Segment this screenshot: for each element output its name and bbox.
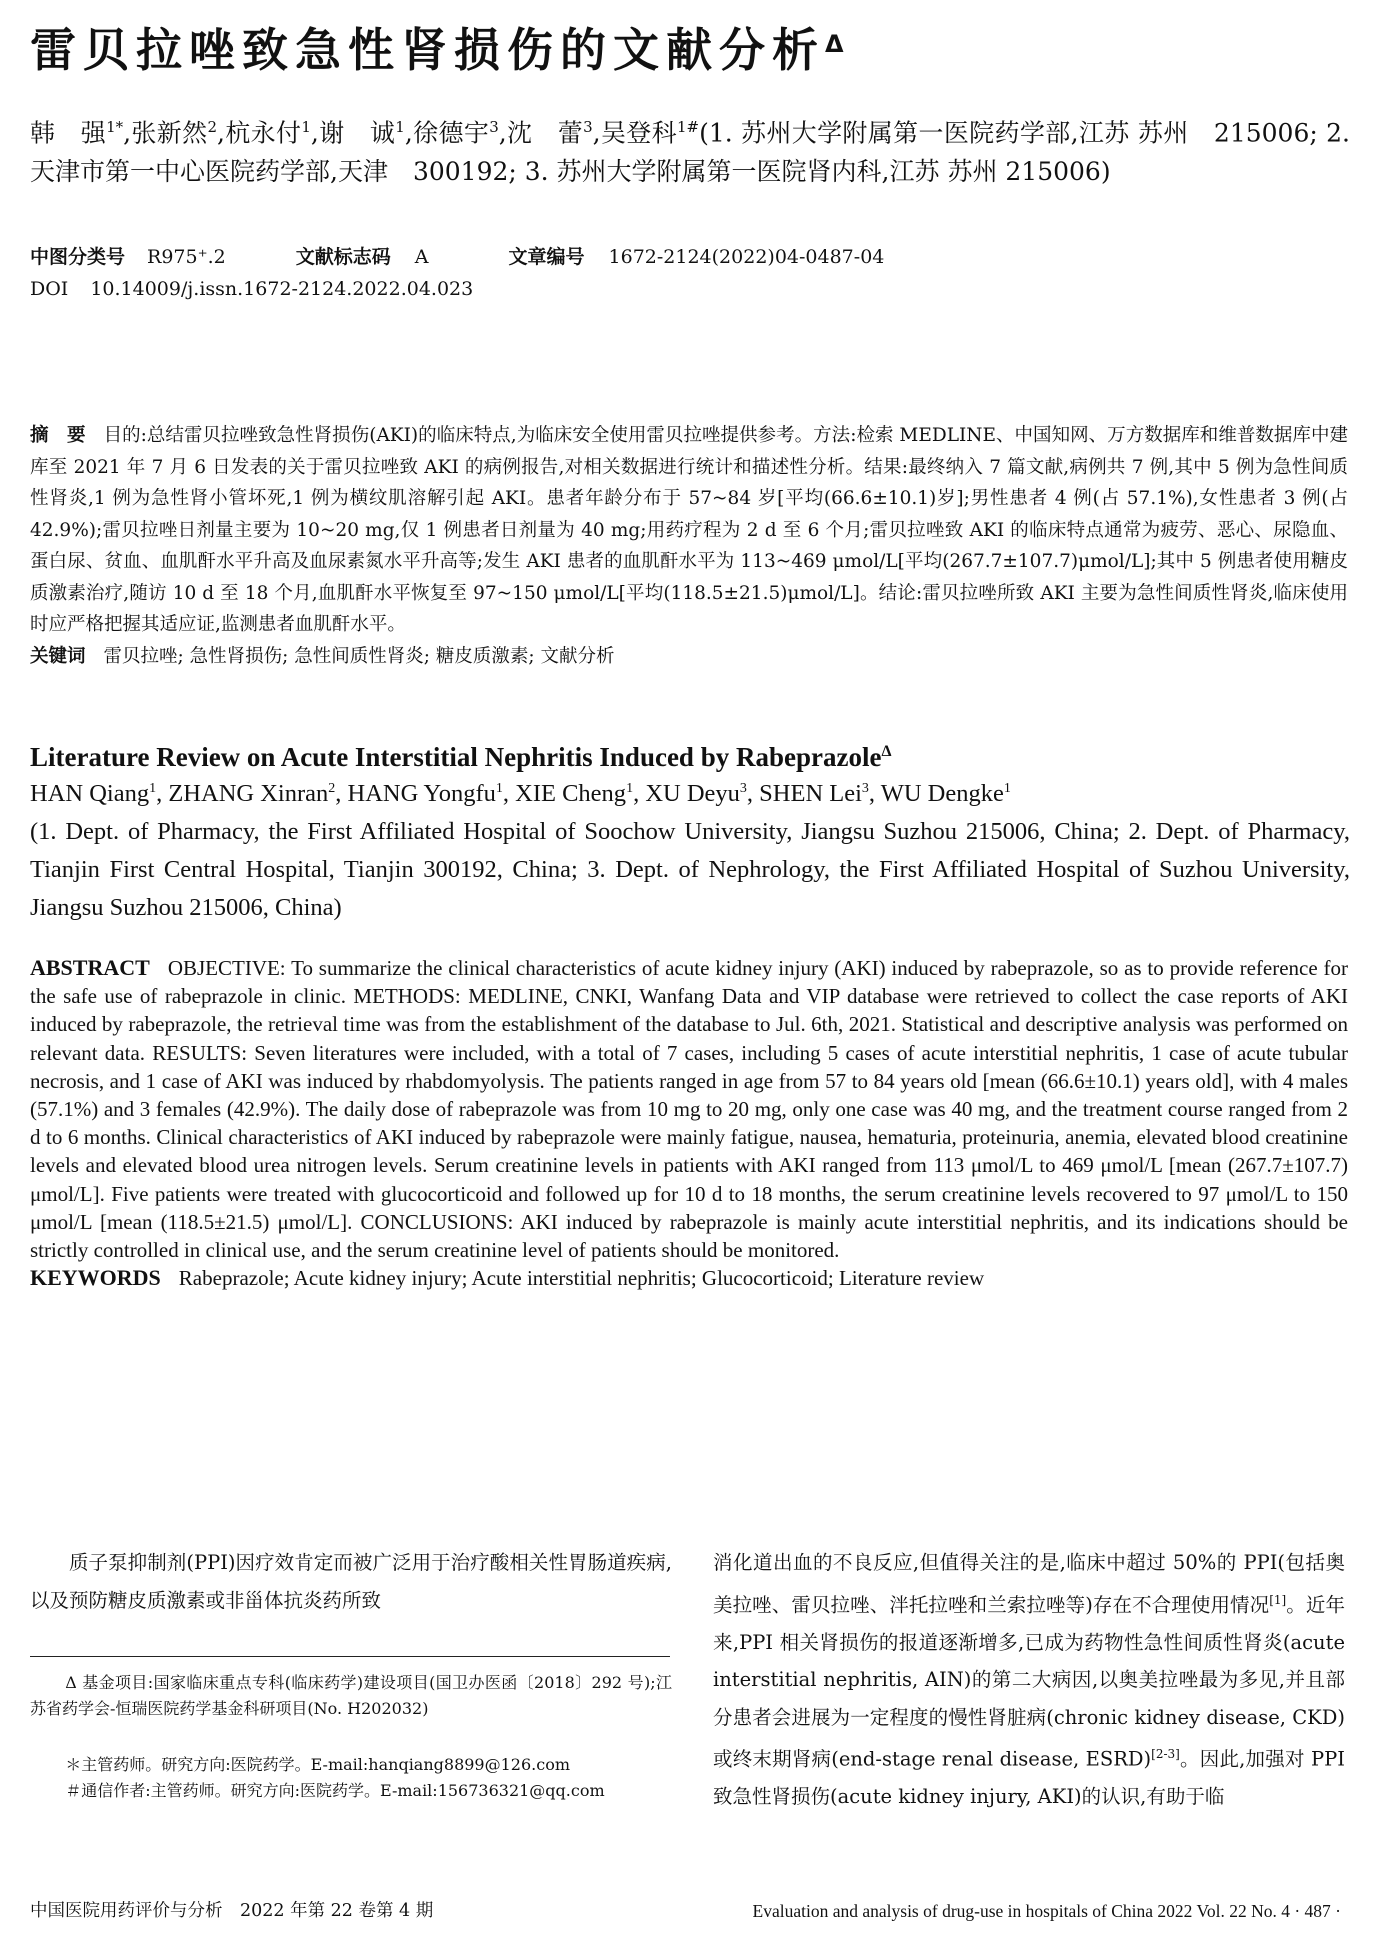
author-name-en: XU Deyu (645, 780, 740, 808)
body-paragraph-right (713, 1544, 1345, 1816)
author-name-en: SHEN Lei (759, 780, 862, 808)
author-name: 韩 强 (30, 118, 107, 148)
article-title-cn (30, 18, 1350, 82)
body-text-left: 质子泵抑制剂(PPI)因疗效肯定而被广泛用于治疗酸相关性胃肠道疾病,以及预防糖皮质激素或非甾体抗炎药所致 (30, 1551, 672, 1612)
article-title-en (30, 734, 1350, 775)
citation-ref: [1] (1269, 1592, 1287, 1607)
title-fund-mark-en: Δ (881, 743, 892, 760)
author-affil-mark-en: 1 (149, 781, 157, 796)
affiliations-en: (1. Dept. of Pharmacy, the First Affiliated Hospital of Soochow University, Jiangsu Suzhou 215006, China; 2. Dept. of Pharmacy, Tianjin First Central Hospital, Tianjin 300192, China; 3. Dept. of Nephrology, the First Affiliated Hospital of Suzhou University, Jiangsu Suzhou 215006, China) (30, 818, 1350, 922)
title-text: 雷贝拉唑致急性肾损伤的文献分析 (30, 23, 825, 77)
title-text-en: Literature Review on Acute Interstitial Nephritis Induced by Rabeprazole (30, 742, 882, 772)
author-affil-mark-en: 3 (739, 781, 747, 796)
author-affil-mark: 1 (301, 118, 311, 136)
author-name: 沈 蕾 (506, 118, 584, 148)
author-name-en: HAN Qiang (30, 780, 150, 808)
author-name: 张新然 (131, 118, 208, 148)
author-name-en: XIE Cheng (515, 780, 627, 808)
clc-value: R975⁺.2 (147, 246, 226, 268)
author-name-en: WU Dengke (880, 780, 1004, 808)
abstract-text-en: OBJECTIVE: To summarize the clinical characteristics of acute kidney injury (AKI) induced by rabeprazole, so as to provide reference for the safe use of rabeprazole in clinic. METHODS: MEDLINE, CNKI, Wanfang Data and VIP database were retrieved to collect the case reports of AKI induced by rabeprazole, the retrieval time was from the establishment of the database to Jul. 6th, 2021. Statistical and descriptive analysis was performed on relevant data. RESULTS: Seven literatures were included, with a total of 7 cases, including 5 cases of acute interstitial nephritis, 1 case of acute tubular necrosis, and 1 case of AKI was induced by rhabdomyolysis. The patients ranged in age from 57 to 84 years old [mean (66.6±10.1) years old], with 4 males (57.1%) and 3 females (42.9%). The daily dose of rabeprazole was from 10 mg to 20 mg, only one case was 40 mg, and the treatment course ranged from 2 d to 6 months. Clinical characteristics of AKI induced by rabeprazole were mainly fatigue, nausea, hematuria, proteinuria, anemia, elevated blood creatinine levels and elevated blood urea nitrogen levels. Serum creatinine levels in patients with AKI ranged from 113 μmol/L to 469 μmol/L [mean (267.7±107.7) μmol/L]. Five patients were treated with glucocorticoid and followed up for 10 d to 18 months, the serum creatinine levels recovered to 97 μmol/L to 150 μmol/L [mean (118.5±21.5) μmol/L]. CONCLUSIONS: AKI induced by rabeprazole is mainly acute interstitial nephritis, and its indications should be strictly controlled in clinical use, and the serum creatinine level of patients should be monitored. (30, 956, 1348, 1263)
footnote-corresponding (30, 1778, 672, 1804)
abstract-cn (30, 420, 1348, 672)
author-affil-mark: 1# (677, 118, 700, 136)
footnote-corresponding-text: ＃通信作者:主管药师。研究方向:医院药学。E-mail:156736321@qq.com (65, 1781, 605, 1800)
body-text-right-1: 消化道出血的不良反应,但值得关注的是,临床中超过 50%的 PPI(包括奥美拉唑、雷贝拉唑、泮托拉唑和兰索拉唑等)存在不合理使用情况 (713, 1551, 1345, 1616)
journal-citation-cn: 中国医院用药评价与分析 2022 年第 22 卷第 4 期 (30, 1901, 434, 1921)
footnote-fund-text: Δ 基金项目:国家临床重点专科(临床药学)建设项目(国卫办医函〔2018〕292 号);江苏省药学会-恒瑞医院药学基金科研项目(No. H202032) (30, 1673, 672, 1718)
body-text-right-3: 。因此,加强对 PPI 致急性肾损伤(acute kidney injury, AKI)的认识,有助于临 (713, 1747, 1345, 1808)
abstract-en (30, 954, 1348, 1292)
author-affil-mark: 3 (489, 118, 499, 136)
body-text-right-2: 。近年来,PPI 相关肾损伤的报道逐渐增多,已成为药物性急性间质性肾炎(acute interstitial nephritis, AIN)的第二大病因,以奥美拉唑最为多见,并且部分患者会进展为一定程度的慢性肾脏病(chronic kidney disease, CKD)或终末期肾病(end-stage renal disease, ESRD) (713, 1593, 1345, 1771)
doi-value: 10.14009/j.issn.1672-2124.2022.04.023 (90, 278, 474, 300)
doi-line (30, 276, 473, 302)
doi-label: DOI (30, 278, 69, 300)
author-affil-mark: 1 (395, 118, 405, 136)
article-no-label: 文章编号 (508, 246, 585, 268)
abstract-label-cn: 摘 要 (30, 425, 86, 446)
abstract-label-en: ABSTRACT (30, 955, 150, 980)
keywords-label-en: KEYWORDS (30, 1265, 161, 1291)
author-affil-mark-en: 2 (328, 781, 336, 796)
footnote-divider (30, 1656, 670, 1657)
author-affil-mark-en: 1 (1003, 781, 1011, 796)
footnote-first-author-text: ＊主管药师。研究方向:医院药学。E-mail:hanqiang8899@126.com (65, 1755, 571, 1774)
journal-footer-cn (30, 1898, 433, 1924)
author-name: 吴登科 (600, 118, 677, 148)
abstract-text-cn: 目的:总结雷贝拉唑致急性肾损伤(AKI)的临床特点,为临床安全使用雷贝拉唑提供参考。方法:检索 MEDLINE、中国知网、万方数据库和维普数据库中建库至 2021 年 7 月 6 日发表的关于雷贝拉唑致 AKI 的病例报告,对相关数据进行统计和描述性分析。结果:最终纳入 7 篇文献,病例共 7 例,其中 5 例为急性间质性肾炎,1 例为急性肾小管坏死,1 例为横纹肌溶解引起 AKI。患者年龄分布于 57~84 岁[平均(66.6±10.1)岁];男性患者 4 例(占 57.1%),女性患者 3 例(占 42.9%);雷贝拉唑日剂量主要为 10~20 mg,仅 1 例患者日剂量为 40 mg;用药疗程为 2 d 至 6 个月;雷贝拉唑致 AKI 的临床特点通常为疲劳、恶心、尿隐血、蛋白尿、贫血、血肌酐水平升高及血尿素氮水平升高等;发生 AKI 患者的血肌酐水平为 113~469 μmol/L[平均(267.7±107.7)μmol/L];其中 5 例患者使用糖皮质激素治疗,随访 10 d 至 18 个月,血肌酐水平恢复至 97~150 μmol/L[平均(118.5±21.5)μmol/L]。结论:雷贝拉唑所致 AKI 主要为急性间质性肾炎,临床使用时应严格把握其适应证,监测患者血肌酐水平。 (30, 425, 1348, 635)
author-name: 徐德宇 (412, 118, 490, 148)
keywords-cn: 雷贝拉唑; 急性肾损伤; 急性间质性肾炎; 糖皮质激素; 文献分析 (103, 645, 615, 667)
journal-footer-en (753, 1898, 1341, 1924)
author-affil-mark: 2 (207, 118, 218, 136)
author-name: 杭永付 (224, 118, 302, 148)
keywords-en: Rabeprazole; Acute kidney injury; Acute interstitial nephritis; Glucocorticoid; Literature review (178, 1266, 985, 1291)
author-name-en: HANG Yongfu (347, 780, 496, 808)
body-paragraph-left (30, 1544, 672, 1619)
author-affil-mark-en: 1 (626, 781, 634, 796)
author-name: 谢 诚 (318, 118, 396, 148)
keywords-label-cn: 关键词 (30, 645, 86, 667)
author-affil-mark: 1* (106, 118, 124, 136)
footnote-fund (30, 1670, 672, 1722)
article-no-value: 1672-2124(2022)04-0487-04 (608, 246, 885, 268)
classification-line (30, 244, 884, 270)
author-block-en: HAN Qiang$^1$, ZHANG Xinran$^2$, HANG Yongfu$^1$, XIE Cheng$^1$, XU Deyu$^3$, SHEN Lei$^3$, WU Dengke$^1$ (1. Dept. of Pharmacy, the First Affiliated Hospital of Soochow University, Jiangsu Suzhou 215006, China; 2. Dept. of Pharmacy, Tianjin First Central Hospital, Tianjin 300192, China; 3. Dept. of Nephrology, the First Affiliated Hospital of Suzhou University, Jiangsu Suzhou 215006, China) (30, 780, 1350, 922)
doc-code-label: 文献标志码 (295, 246, 391, 268)
author-affil-mark: 3 (583, 118, 593, 136)
journal-citation-en: Evaluation and analysis of drug-use in hospitals of China 2022 Vol. 22 No. 4 · 487 · (752, 1901, 1341, 1921)
author-block-cn: 韩 强$^{1*}$,张新然$^2$,杭永付$^1$,谢 诚$^1$,徐德宇$^3$,沈 蕾$^3$,吴登科$^{1\#}$(1. 苏州大学附属第一医院药学部,江苏 苏州 215006; 2. 天津市第一中心医院药学部,天津 300192; 3. 苏州大学附属第一医院肾内科,江苏 苏州 215006) (30, 118, 1350, 187)
author-affil-mark-en: 1 (495, 781, 503, 796)
author-affil-mark-en: 3 (861, 781, 869, 796)
footnote-first-author (30, 1752, 672, 1778)
clc-label: 中图分类号 (30, 246, 126, 268)
doc-code-value: A (414, 246, 429, 268)
title-fund-mark: Δ (825, 30, 844, 58)
citation-ref: [2-3] (1151, 1747, 1180, 1761)
author-name-en: ZHANG Xinran (168, 780, 329, 808)
affiliations-cn: (1. 苏州大学附属第一医院药学部,江苏 苏州 215006; 2. 天津市第一中心医院药学部,天津 300192; 3. 苏州大学附属第一医院肾内科,江苏 苏州 215006) (30, 118, 1350, 187)
